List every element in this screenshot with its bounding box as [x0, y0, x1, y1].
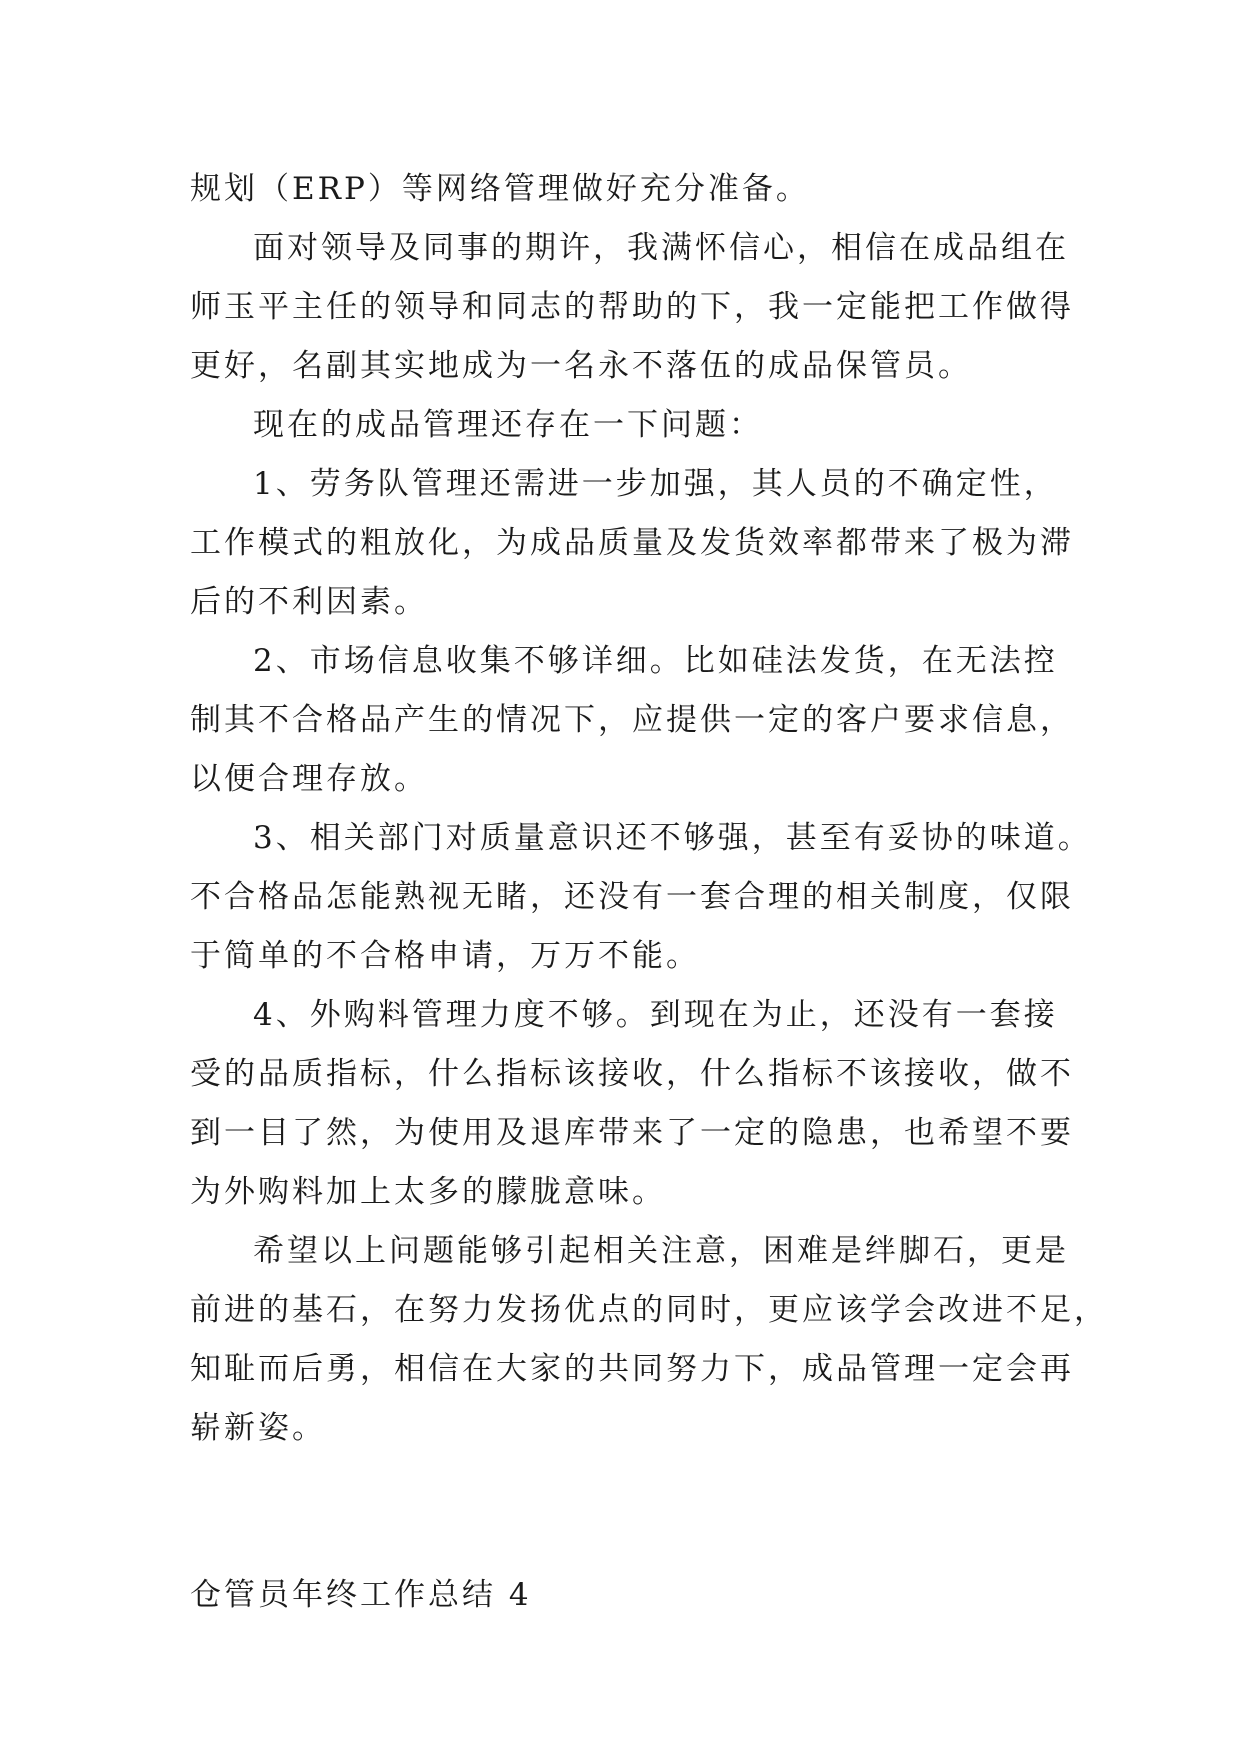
paragraph-line: 受的品质指标，什么指标该接收，什么指标不该接收，做不: [190, 1056, 1074, 1092]
list-item: [190, 632, 1074, 809]
paragraph-line: 希望以上问题能够引起相关注意，困难是绊脚石，更是: [253, 1233, 1069, 1269]
paragraph: [190, 219, 1074, 396]
paragraph-line: 崭新姿。: [190, 1410, 326, 1446]
paragraph-line: 到一目了然，为使用及退库带来了一定的隐患，也希望不要: [190, 1115, 1074, 1151]
paragraph: [190, 1222, 1108, 1458]
paragraph-line: 4、外购料管理力度不够。到现在为止，还没有一套接: [253, 997, 1058, 1033]
paragraph: [190, 396, 1070, 455]
paragraph-line: 更好，名副其实地成为一名永不落伍的成品保管员。: [190, 348, 972, 384]
paragraph-line: 3、相关部门对质量意识还不够强，甚至有妥协的味道。: [253, 820, 1092, 856]
paragraph-line: 于简单的不合格申请，万万不能。: [190, 938, 700, 974]
section-heading: 仓管员年终工作总结 4: [190, 1577, 532, 1613]
paragraph-line: 以便合理存放。: [190, 761, 428, 797]
paragraph: [190, 160, 1070, 219]
list-item: [190, 455, 1074, 632]
paragraph-line: 前进的基石，在努力发扬优点的同时，更应该学会改进不足，: [190, 1292, 1108, 1328]
paragraph-line: 2、市场信息收集不够详细。比如硅法发货，在无法控: [253, 643, 1058, 679]
paragraph-line: 为外购料加上太多的朦胧意味。: [190, 1174, 666, 1210]
paragraph-line: 工作模式的粗放化，为成品质量及发货效率都带来了极为滞: [190, 525, 1074, 561]
paragraph-line: 不合格品怎能熟视无睹，还没有一套合理的相关制度，仅限: [190, 879, 1074, 915]
paragraph-line: 知耻而后勇，相信在大家的共同努力下，成品管理一定会再: [190, 1351, 1074, 1387]
paragraph-line: 1、劳务队管理还需进一步加强，其人员的不确定性，: [253, 466, 1058, 502]
paragraph-line: 后的不利因素。: [190, 584, 428, 620]
list-item: [190, 809, 1092, 986]
list-item: [190, 986, 1074, 1222]
document-body: [190, 160, 1108, 1625]
paragraph-line: 规划（ERP）等网络管理做好充分准备。: [190, 171, 810, 207]
paragraph-line: 面对领导及同事的期许，我满怀信心，相信在成品组在: [253, 230, 1069, 266]
paragraph-line: 现在的成品管理还存在一下问题：: [253, 407, 763, 443]
paragraph-line: 师玉平主任的领导和同志的帮助的下，我一定能把工作做得: [190, 289, 1074, 325]
paragraph-line: 制其不合格品产生的情况下，应提供一定的客户要求信息，: [190, 702, 1074, 738]
section-spacer: [190, 1458, 1070, 1566]
